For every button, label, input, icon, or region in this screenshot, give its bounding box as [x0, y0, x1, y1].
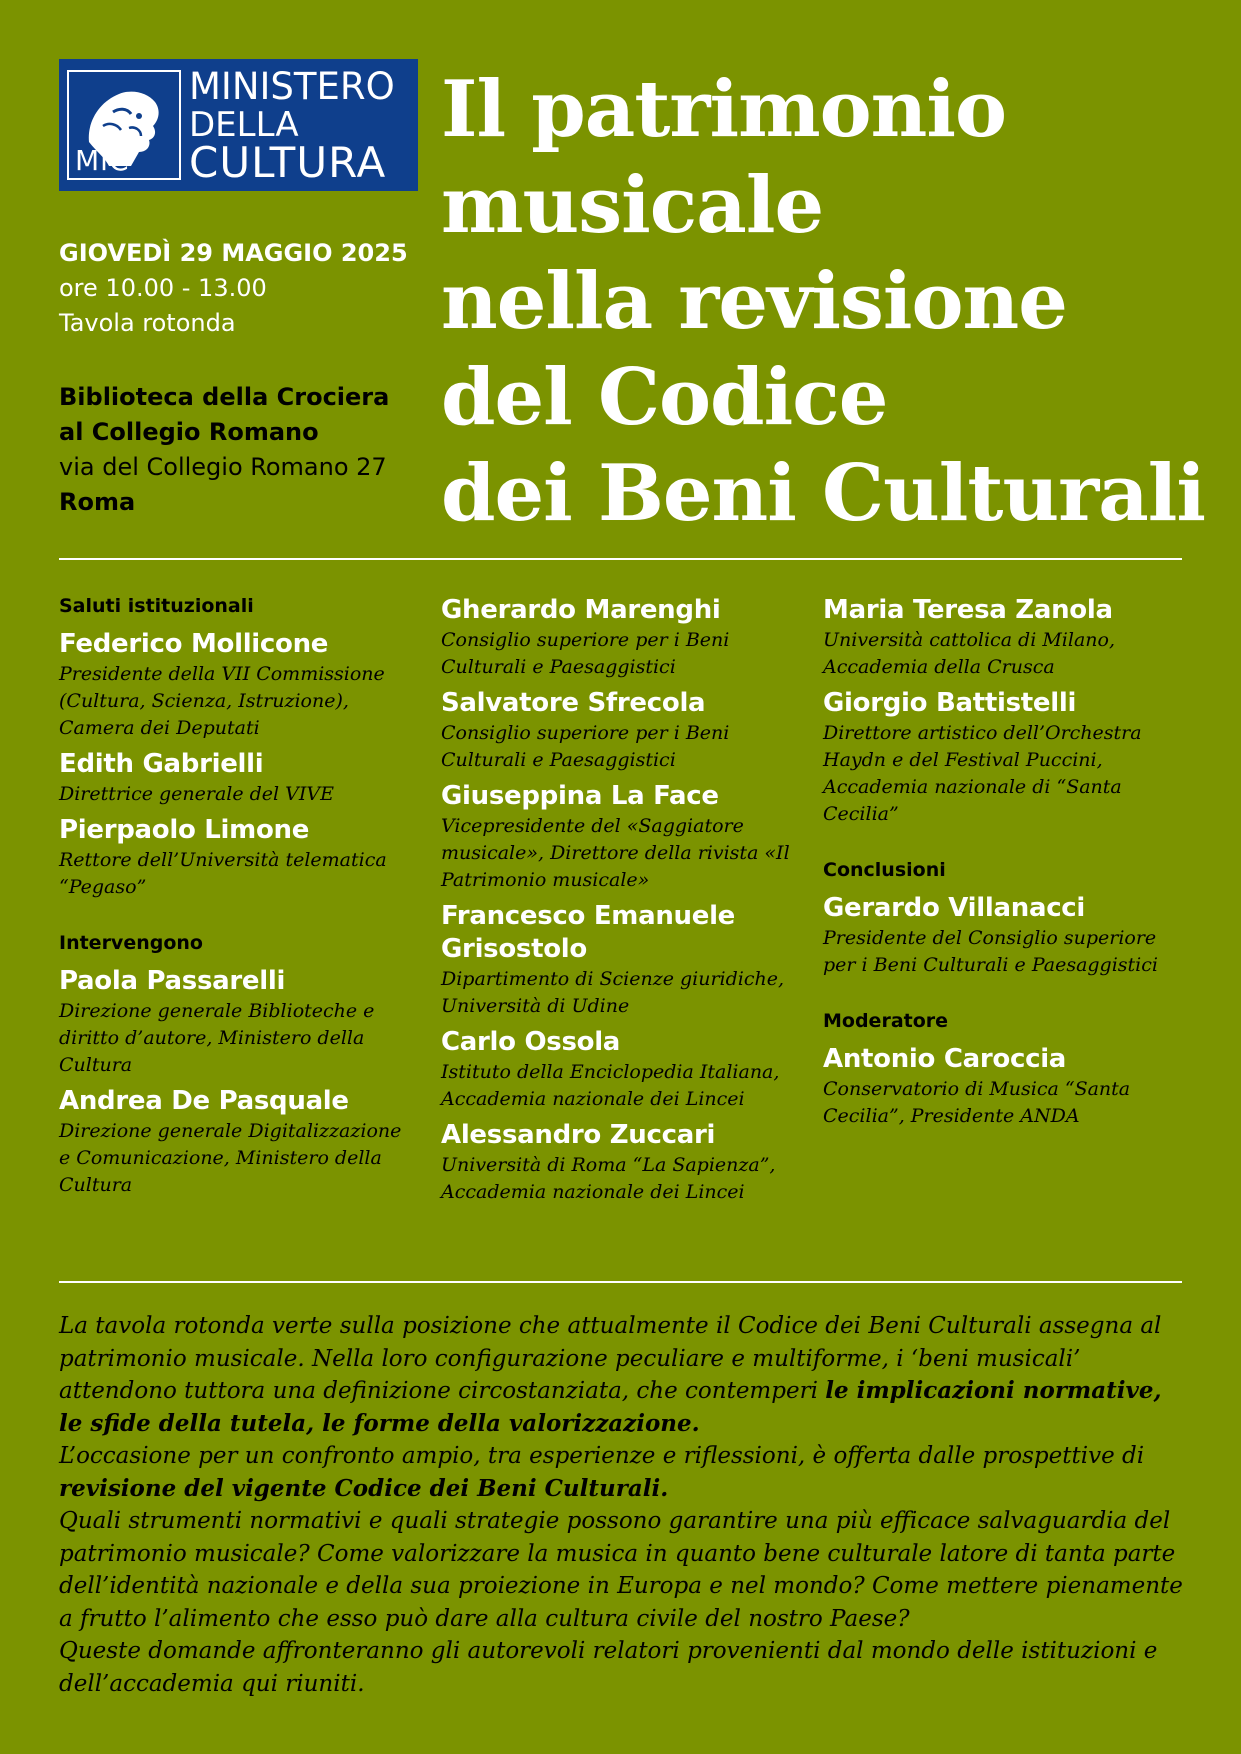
speaker-name: Edith Gabrielli — [59, 749, 264, 779]
section-intervengono: Intervengono — [59, 932, 203, 954]
speaker-name: Pierpaolo Limone — [59, 815, 310, 845]
speaker-role: Consiglio superiore per i Beni Culturali e Paesaggistici — [441, 629, 730, 678]
ministry-logo — [59, 59, 418, 191]
divider-top — [59, 558, 1182, 560]
speaker-name: Carlo Ossola — [441, 1027, 621, 1057]
speaker-gabrielli — [59, 748, 415, 808]
speakers-column-1 — [59, 594, 415, 1199]
speaker-depasquale — [59, 1085, 415, 1199]
speaker-role: Direzione generale Digitalizzazione e Comunicazione, Ministero della Cultura — [59, 1120, 402, 1196]
speaker-role: Presidente del Consiglio superiore per i Beni Culturali e Paesaggistici — [823, 927, 1158, 976]
speaker-villanacci — [823, 892, 1179, 979]
speaker-name: Andrea De Pasquale — [59, 1086, 349, 1116]
speaker-role: Consiglio superiore per i Beni Culturali e Paesaggistici — [441, 722, 730, 771]
page-title — [441, 62, 1231, 542]
speaker-name: Salvatore Sfrecola — [441, 688, 706, 718]
speaker-mollicone — [59, 628, 415, 742]
title-line-2: musicale — [441, 160, 824, 251]
description-text: La tavola rotonda verte sulla posizione che attualmente il Codice dei Beni Culturali assegna al patrimonio musicale. Nella loro configurazione peculiare e multiforme, i ‘beni musicali’ attendono tuttora una definizione circostanziata, che contemperi — [59, 1313, 1162, 1404]
description-emphasis: le implicazioni normative, le sfide della tutela, le forme della valorizzazione. — [59, 1377, 1162, 1437]
spacer — [823, 828, 1179, 858]
speaker-caroccia — [823, 1043, 1179, 1130]
speaker-name: Gerardo Villanacci — [823, 893, 1086, 923]
section-saluti: Saluti istituzionali — [59, 595, 254, 617]
speaker-name: Giuseppina La Face — [441, 781, 719, 811]
speaker-role: Direttore artistico dell’Orchestra Haydn e del Festival Puccini, Accademia nazionale di “Santa Cecilia” — [823, 722, 1142, 825]
speaker-zuccari — [441, 1119, 797, 1206]
logo-mic-letters: MiC — [75, 144, 130, 177]
speakers-column-2 — [441, 594, 797, 1206]
speaker-passarelli — [59, 965, 415, 1079]
speaker-laface — [441, 780, 797, 894]
logo-line-3: CULTURA — [189, 138, 387, 187]
speaker-limone — [59, 814, 415, 901]
speaker-name: Francesco Emanuele Grisostolo — [441, 901, 736, 964]
description-paragraph-3: Quali strumenti normativi e quali strategie possono garantire una più efficace salvaguardia del patrimonio musicale? Come valorizzare la musica in quanto bene culturale latore di tanta parte dell’identità nazionale e della sua proiezione in Europa e nel mondo? Come mettere pienamente a frutto l’alimento che esso può dare alla cultura civile del nostro Paese? — [59, 1508, 1183, 1632]
title-line-5: dei Beni Culturali — [441, 448, 1206, 539]
speaker-zanola — [823, 594, 1179, 681]
speaker-sfrecola — [441, 687, 797, 774]
title-line-4: del Codice — [441, 352, 888, 443]
venue-address: via del Collegio Romano 27 — [59, 453, 387, 481]
speaker-grisostolo — [441, 900, 797, 1020]
description-paragraph-2 — [59, 1440, 1189, 1505]
speaker-role: Università di Roma “La Sapienza”, Accademia nazionale dei Lincei — [441, 1154, 776, 1203]
venue-line-1: Biblioteca della Crociera — [59, 383, 390, 411]
event-description — [59, 1310, 1189, 1700]
speaker-role: Università cattolica di Milano, Accademia della Crusca — [823, 629, 1115, 678]
title-line-1: Il patrimonio — [441, 64, 1007, 155]
event-date: GIOVEDÌ 29 MAGGIO 2025 — [59, 239, 408, 267]
speaker-role: Istituto della Enciclopedia Italiana, Accademia nazionale dei Lincei — [441, 1061, 780, 1110]
event-info — [59, 236, 429, 341]
event-type: Tavola rotonda — [59, 309, 236, 337]
venue-city: Roma — [59, 488, 136, 516]
logo-line-1: MINISTERO — [189, 65, 395, 108]
logo-wordmark — [189, 65, 395, 187]
speaker-role: Presidente della VII Commissione (Cultura, Scienza, Istruzione), Camera dei Deputati — [59, 663, 385, 739]
divider-bottom — [59, 1281, 1182, 1283]
description-emphasis: revisione del vigente Codice dei Beni Culturali. — [59, 1474, 669, 1502]
event-time: ore 10.00 - 13.00 — [59, 274, 267, 302]
spacer — [59, 901, 415, 931]
speaker-role: Vicepresidente del «Saggiatore musicale», Direttore della rivista «Il Patrimonio musicale» — [441, 815, 790, 891]
speaker-ossola — [441, 1026, 797, 1113]
speaker-role: Direzione generale Biblioteche e diritto d’autore, Ministero della Cultura — [59, 1000, 375, 1076]
speaker-role: Dipartimento di Scienze giuridiche, Università di Udine — [441, 968, 785, 1017]
speaker-role: Direttrice generale del VIVE — [59, 783, 334, 805]
speaker-name: Paola Passarelli — [59, 966, 286, 996]
speaker-role: Conservatorio di Musica “Santa Cecilia”, Presidente ANDA — [823, 1078, 1131, 1127]
title-line-3: nella revisione — [441, 256, 1067, 347]
speaker-marenghi — [441, 594, 797, 681]
spacer — [823, 979, 1179, 1009]
venue-info — [59, 380, 429, 520]
speaker-name: Alessandro Zuccari — [441, 1120, 716, 1150]
speakers-column-3 — [823, 594, 1179, 1130]
minerva-emblem — [67, 70, 181, 180]
logo-line-2: DELLA — [189, 105, 299, 145]
section-moderatore: Moderatore — [823, 1010, 949, 1032]
section-conclusioni: Conclusioni — [823, 859, 946, 881]
speaker-battistelli — [823, 687, 1179, 828]
speaker-name: Federico Mollicone — [59, 629, 329, 659]
speaker-name: Maria Teresa Zanola — [823, 595, 1113, 625]
speaker-role: Rettore dell’Università telematica “Pegaso” — [59, 849, 387, 898]
speaker-name: Gherardo Marenghi — [441, 595, 721, 625]
venue-line-2: al Collegio Romano — [59, 418, 319, 446]
description-paragraph-4: Queste domande affronteranno gli autorevoli relatori provenienti dal mondo delle istituzioni e dell’accademia qui riuniti. — [59, 1638, 1158, 1697]
description-text: L’occasione per un confronto ampio, tra esperienze e riflessioni, è offerta dalle prospettive di — [59, 1443, 1145, 1469]
description-paragraph-1 — [59, 1310, 1189, 1440]
speaker-name: Giorgio Battistelli — [823, 688, 1077, 718]
speaker-name: Antonio Caroccia — [823, 1044, 1067, 1074]
